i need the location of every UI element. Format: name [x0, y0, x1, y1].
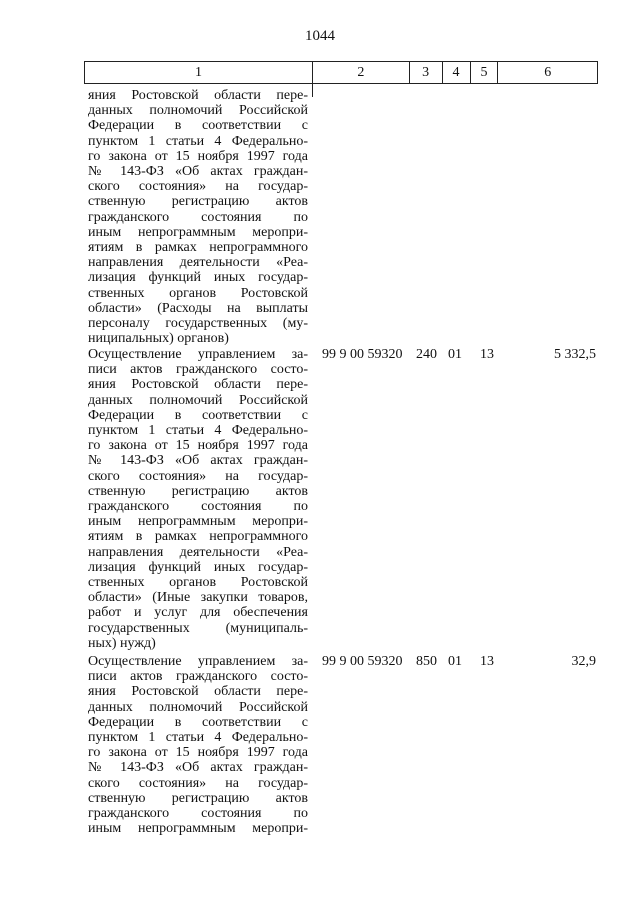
- description-line: персоналу государственных (му-: [88, 316, 308, 332]
- description-line: Федерации в соответствии с: [88, 118, 308, 134]
- header-col-3: 3: [410, 62, 443, 83]
- table-header: [84, 61, 598, 84]
- description-line: яния Ростовской области пере-: [88, 684, 308, 700]
- description-line: ственную регистрацию актов: [88, 483, 308, 499]
- description-line: данных полномочий Российской: [88, 103, 308, 119]
- description-line: гражданского состояния по: [88, 209, 308, 225]
- description-line: № 143-ФЗ «Об актах граждан-: [88, 164, 308, 180]
- description-line: иным непрограммным меропри-: [88, 514, 308, 530]
- description-line: яния Ростовской области пере-: [88, 88, 308, 103]
- expense-type: 240: [416, 347, 437, 362]
- description-line: Осуществление управлением за-: [88, 347, 308, 362]
- target-code: 99 9 00 59320: [322, 654, 403, 669]
- amount: 32,9: [571, 654, 596, 669]
- description-line: направления деятельности «Реа-: [88, 255, 308, 271]
- expense-type: 850: [416, 654, 437, 669]
- header-col-4: 4: [443, 62, 471, 83]
- description-line: пунктом 1 статьи 4 Федерально-: [88, 133, 308, 149]
- description-line: го закона от 15 ноября 1997 года: [88, 438, 308, 454]
- description-line: писи актов гражданского состо-: [88, 669, 308, 685]
- description-line: работ и услуг для обеспечения: [88, 605, 308, 621]
- description-line: писи актов гражданского состо-: [88, 362, 308, 378]
- subsection-code: 13: [480, 654, 494, 669]
- description-line: ского состояния» на государ-: [88, 179, 308, 195]
- description-line: данных полномочий Российской: [88, 699, 308, 715]
- section-code: 01: [448, 347, 462, 362]
- row-description: [88, 347, 308, 651]
- amount: 5 332,5: [554, 347, 596, 362]
- description-line: области» (Расходы на выплаты: [88, 300, 308, 316]
- subsection-code: 13: [480, 347, 494, 362]
- header-col-2: 2: [313, 62, 410, 83]
- description-line: ского состояния» на государ-: [88, 775, 308, 791]
- description-line: направления деятельности «Реа-: [88, 544, 308, 560]
- description-line: ственную регистрацию актов: [88, 790, 308, 806]
- description-line: го закона от 15 ноября 1997 года: [88, 148, 308, 164]
- page-number: 1044: [305, 28, 335, 44]
- column-divider: [312, 84, 313, 97]
- description-line: № 143-ФЗ «Об актах граждан-: [88, 760, 308, 776]
- description-line: пунктом 1 статьи 4 Федерально-: [88, 730, 308, 746]
- description-line: № 143-ФЗ «Об актах граждан-: [88, 453, 308, 469]
- description-line: лизация функций иных государ-: [88, 270, 308, 286]
- header-col-5: 5: [471, 62, 499, 83]
- target-code: 99 9 00 59320: [322, 347, 403, 362]
- description-line: пунктом 1 статьи 4 Федерально-: [88, 423, 308, 439]
- description-line: ятиям в рамках непрограммного: [88, 529, 308, 545]
- row-description: [88, 88, 308, 346]
- description-line: Осуществление управлением за-: [88, 654, 308, 669]
- section-code: 01: [448, 654, 462, 669]
- description-line: ственных органов Ростовской: [88, 285, 308, 301]
- description-line: области» (Иные закупки товаров,: [88, 590, 308, 606]
- description-line: Федерации в соответствии с: [88, 714, 308, 730]
- description-line: ственную регистрацию актов: [88, 194, 308, 210]
- description-line: данных полномочий Российской: [88, 392, 308, 408]
- description-line: Федерации в соответствии с: [88, 407, 308, 423]
- description-line: го закона от 15 ноября 1997 года: [88, 745, 308, 761]
- description-line: ных) нужд): [88, 635, 156, 651]
- header-col-1: 1: [85, 62, 313, 83]
- description-line: гражданского состояния по: [88, 499, 308, 515]
- description-line: ниципальных) органов): [88, 331, 229, 347]
- description-line: яния Ростовской области пере-: [88, 377, 308, 393]
- description-line: ского состояния» на государ-: [88, 468, 308, 484]
- description-line: иным непрограммным меропри-: [88, 821, 308, 837]
- description-line: ственных органов Ростовской: [88, 575, 308, 591]
- description-line: иным непрограммным меропри-: [88, 224, 308, 240]
- header-col-6: 6: [544, 65, 552, 80]
- description-line: лизация функций иных государ-: [88, 559, 308, 575]
- description-line: государственных (муниципаль-: [88, 620, 308, 636]
- description-line: ятиям в рамках непрограммного: [88, 240, 308, 256]
- description-line: гражданского состояния по: [88, 806, 308, 822]
- row-description: [88, 654, 308, 836]
